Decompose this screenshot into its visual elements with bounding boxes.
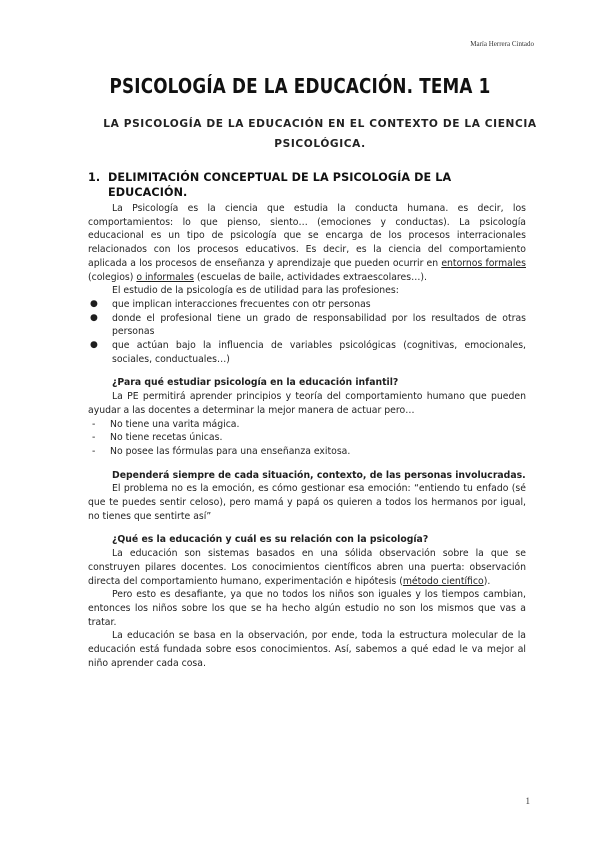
paragraph-pe: La PE permitirá aprender principios y teoría del comportamiento humano que pueden ayudar a las docentes a determinar la mejor manera de actuar pero… <box>88 391 526 416</box>
list-item-text: No tiene recetas únicas. <box>110 432 223 444</box>
section-number: 1. <box>88 171 101 184</box>
list-item <box>88 298 526 312</box>
paragraph-utility: El estudio de la psicología es de utilidad para las profesiones: <box>112 285 399 297</box>
document-body <box>88 170 526 671</box>
dash-icon: - <box>92 445 96 457</box>
list-item-text: No posee las fórmulas para una enseñanza exitosa. <box>110 445 351 457</box>
link-informales: o informales <box>136 271 194 283</box>
document-subtitle: LA PSICOLOGÍA DE LA EDUCACIÓN EN EL CONTEXTO DE LA CIENCIA PSICOLÓGICA. <box>103 118 537 150</box>
para-text: La Psicología es la ciencia que estudia la conducta humana. es decir, los comportamientos: lo que pienso, siento… (emociones y conductas). La psicología educacional es un tipo de psicología que se encarga de los procesos interracionales relacionados con los procesos educativos. Es decir, es la ciencia del comportamiento aplicada a los procesos de enseñanza y aprendizaje que pueden ocurrir en <box>88 203 526 269</box>
para-text: La educación son sistemas basados en una sólida observación sobre la que se construyen pilares docentes. Los conocimientos científicos abren una puerta: observación directa del comportamiento humano, experimentación e hipótesis ( <box>88 548 526 587</box>
list-item <box>88 418 526 432</box>
para-text: (escuelas de baile, actividades extraescolares…). <box>193 271 427 283</box>
bullet-icon: ● <box>90 312 98 323</box>
page-number: 1 <box>525 796 530 806</box>
document-title: PSICOLOGÍA DE LA EDUCACIÓN. TEMA 1 <box>109 74 491 98</box>
author-name: María Herrera Cintado <box>470 40 534 48</box>
section-heading <box>88 170 526 200</box>
question-heading: ¿Para qué estudiar psicología en la educación infantil? <box>112 377 399 389</box>
link-metodo-cientifico: método científico <box>402 575 484 587</box>
dash-list <box>88 418 526 459</box>
bullet-icon: ● <box>90 340 98 351</box>
list-item <box>88 339 526 366</box>
list-item <box>88 445 526 459</box>
paragraph-observation: La educación se basa en la observación, por ende, toda la estructura molecular de la educación está fundada sobre esos conocimientos. Así, sabemos a qué edad le va mejor al niño aprender cada cosa. <box>88 630 526 669</box>
para-text: (colegios) <box>88 271 137 283</box>
list-item-text: que actúan bajo la influencia de variables psicológicas (cognitivas, emocionales, sociales, conductuales…) <box>112 340 526 365</box>
question-heading: ¿Qué es la educación y cuál es su relación con la psicología? <box>112 534 429 546</box>
paragraph-emotion: El problema no es la emoción, es cómo gestionar esa emoción: “entiendo tu enfado (sé que te puedes sentir celoso), pero mamá y papá os quieren a todos los hermanos por igual, no tienes que sentirte así” <box>88 483 526 522</box>
list-item-text: No tiene una varita mágica. <box>110 418 240 430</box>
dash-icon: - <box>92 432 96 444</box>
paragraph-definition <box>88 202 526 284</box>
para-text: ). <box>483 575 491 587</box>
list-item-text: donde el profesional tiene un grado de responsabilidad por los resultados de otras personas <box>112 312 526 338</box>
list-item <box>88 431 526 445</box>
paragraph-education <box>88 547 526 588</box>
paragraph-challenge: Pero esto es desafiante, ya que no todos los niños son iguales y los tiempos cambian, entonces los niños sobre los que se ha hecho algún estudio no son los mismos que vas a tratar. <box>88 589 526 628</box>
list-item <box>88 312 526 339</box>
bullet-icon: ● <box>90 298 98 309</box>
bullet-list <box>88 298 526 367</box>
dash-icon: - <box>92 418 96 430</box>
link-entornos-formales: entornos formales <box>441 257 526 269</box>
section-heading-text: DELIMITACIÓN CONCEPTUAL DE LA PSICOLOGÍA DE LA EDUCACIÓN. <box>108 171 452 199</box>
list-item-text: que implican interacciones frecuentes con otr personas <box>112 298 371 310</box>
bold-paragraph: Dependerá siempre de cada situación, contexto, de las personas involucradas. <box>112 469 526 481</box>
